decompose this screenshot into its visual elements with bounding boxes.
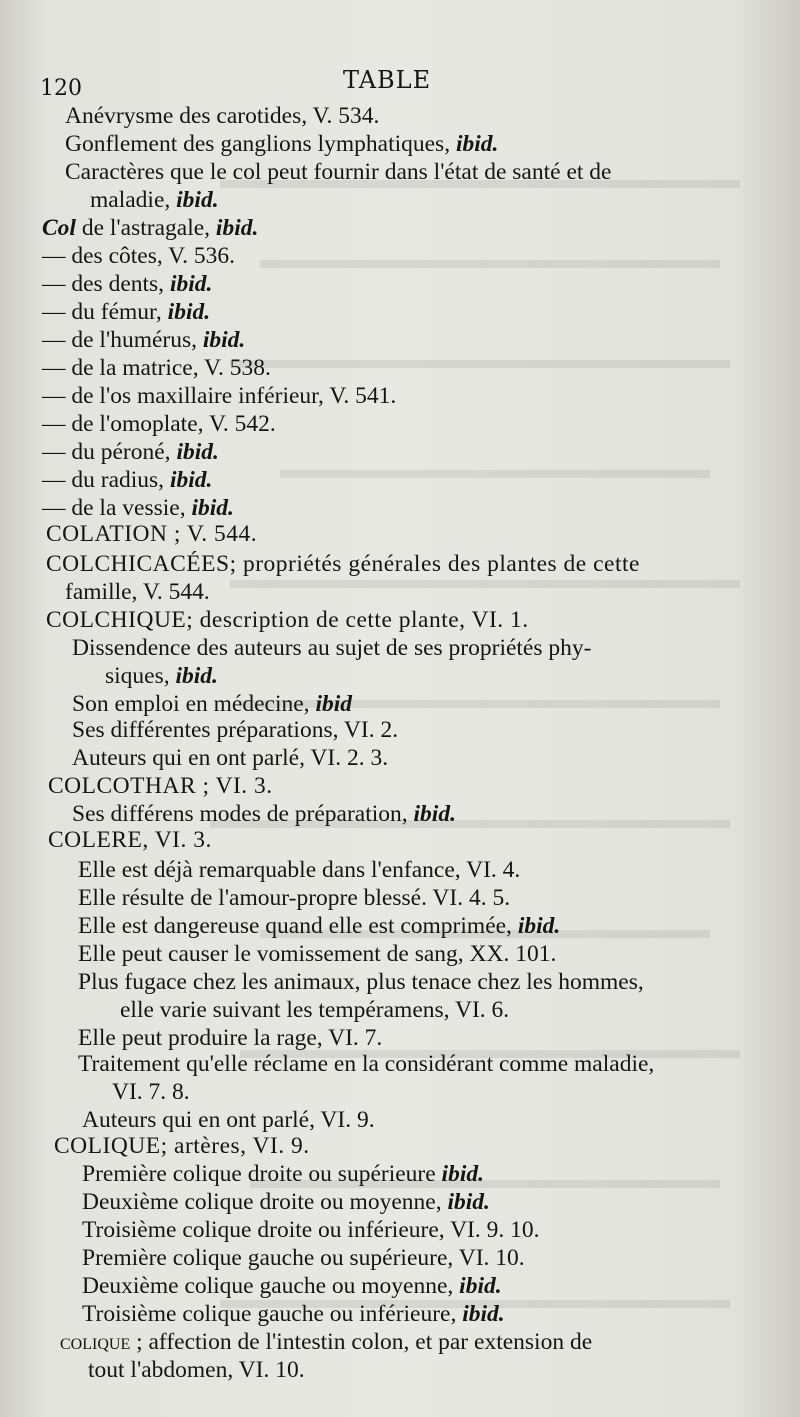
entry-text: Elle résulte de l'amour-propre blessé. VI. 4. 5. xyxy=(78,885,511,911)
index-entry-line xyxy=(82,1188,490,1216)
entry-text: Ses différentes préparations, VI. 2. xyxy=(72,717,399,743)
page-number: 120 xyxy=(40,76,82,101)
entry-text: Deuxième colique droite ou moyenne, xyxy=(82,1189,448,1215)
entry-text: — des dents, xyxy=(42,271,170,297)
index-entry-line xyxy=(65,102,379,130)
entry-text: — de la matrice, V. 538. xyxy=(42,355,271,381)
entry-reference-italic: ibid. xyxy=(202,327,246,353)
entry-reference-italic: ibid xyxy=(315,691,352,717)
entry-reference-italic: ibid. xyxy=(441,1161,484,1187)
index-entry-line xyxy=(65,578,210,606)
index-entry-line xyxy=(78,884,510,912)
entry-text: maladie, xyxy=(90,187,177,213)
entry-text: COLCHIQUE; description de cette plante, VI. 1. xyxy=(46,607,529,633)
entry-text: Dissendence des auteurs au sujet de ses propriétés phy- xyxy=(72,635,592,661)
index-entry-line xyxy=(78,940,556,968)
entry-text: COLERE, VI. 3. xyxy=(48,827,212,853)
entry-text: Son emploi en médecine, xyxy=(72,691,316,717)
entry-text: Elle peut produire la rage, VI. 7. xyxy=(78,1025,383,1051)
index-entry-line xyxy=(46,550,640,578)
entry-text: Anévrysme des carotides, V. 534. xyxy=(65,103,380,129)
entry-text: COLCOTHAR ; VI. 3. xyxy=(48,773,273,799)
entry-text: COLATION ; V. 544. xyxy=(46,521,258,547)
index-entry-line xyxy=(72,800,456,828)
entry-text: — de l'omoplate, V. 542. xyxy=(42,411,276,437)
index-entry-line xyxy=(42,242,235,270)
entry-reference-italic: ibid. xyxy=(167,299,211,325)
entry-lead-smallcaps: colique xyxy=(60,1329,131,1355)
entry-reference-italic: ibid. xyxy=(176,187,219,213)
index-entry-line xyxy=(42,382,396,410)
entry-text: Caractères que le col peut fournir dans l'état de santé et de xyxy=(65,159,612,185)
entry-text: Elle peut causer le vomissement de sang, XX. 101. xyxy=(78,941,557,967)
index-entry-line xyxy=(42,214,258,242)
entry-text: Plus fugace chez les animaux, plus tenace chez les hommes, xyxy=(78,969,644,995)
entry-text: — des côtes, V. 536. xyxy=(42,243,236,269)
entry-text: Traitement qu'elle réclame en la considérant comme maladie, xyxy=(78,1051,655,1077)
index-entry-line xyxy=(105,662,218,690)
entry-reference-italic: ibid. xyxy=(175,663,218,689)
index-entry-line xyxy=(78,968,644,996)
entry-text: Elle est déjà remarquable dans l'enfance, VI. 4. xyxy=(78,857,521,883)
entry-text: — de l'os maxillaire inférieur, V. 541. xyxy=(42,383,397,409)
index-entry-line xyxy=(90,186,219,214)
entry-reference-italic: ibid. xyxy=(517,913,561,939)
entry-text: elle varie suivant les tempéramens, VI. 6. xyxy=(120,997,510,1023)
index-entry-line xyxy=(112,1078,190,1106)
entry-text: COLCHICACÉES; propriétés générales des plantes de cette xyxy=(46,551,640,577)
index-entry-line xyxy=(78,912,560,940)
entry-text: Première colique droite ou supérieure xyxy=(82,1161,442,1187)
index-entry-line xyxy=(72,690,352,718)
index-entry-line xyxy=(46,520,257,548)
entry-reference-italic: ibid. xyxy=(462,1301,505,1327)
index-entry-line xyxy=(42,438,219,466)
entry-text: ; affection de l'intestin colon, et par extension de xyxy=(130,1329,593,1355)
entry-lead-italic: Col xyxy=(42,215,76,241)
entry-reference-italic: ibid. xyxy=(459,1273,502,1299)
entry-text: — du péroné, xyxy=(42,439,177,465)
index-entry-line xyxy=(82,1272,502,1300)
entry-text: VI. 7. 8. xyxy=(112,1079,190,1105)
index-entry-line xyxy=(78,856,520,884)
entry-reference-italic: ibid. xyxy=(215,215,259,241)
index-entry-line xyxy=(42,326,245,354)
entry-text: Ses différens modes de préparation, xyxy=(72,801,414,827)
entry-reference-italic: ibid. xyxy=(455,131,499,157)
entry-text: Première colique gauche ou supérieure, VI. 10. xyxy=(82,1245,525,1271)
index-entry-line xyxy=(42,298,210,326)
entry-reference-italic: ibid. xyxy=(176,439,219,465)
entry-text: — du fémur, xyxy=(42,299,168,325)
index-entry-line xyxy=(48,826,212,854)
index-entry-line xyxy=(42,494,234,522)
entry-text: Gonflement des ganglions lymphatiques, xyxy=(65,131,456,157)
index-entry-line xyxy=(78,1050,654,1078)
entry-reference-italic: ibid. xyxy=(413,801,456,827)
index-entry-line xyxy=(82,1160,484,1188)
index-entry-line xyxy=(82,1216,540,1244)
index-entry-line xyxy=(72,716,398,744)
entry-text: Elle est dangereuse quand elle est comprimée, xyxy=(78,913,518,939)
entry-text: de l'astragale, xyxy=(75,215,216,241)
index-entry-line xyxy=(60,1328,592,1356)
index-entry-line xyxy=(65,158,611,186)
index-entry-line xyxy=(82,1106,375,1134)
entry-text: — de la vessie, xyxy=(42,495,192,521)
entry-text: — du radius, xyxy=(42,467,170,493)
index-entry-line xyxy=(42,354,271,382)
index-entry-line xyxy=(46,606,529,634)
index-entry-line xyxy=(48,772,273,800)
entry-text: — de l'humérus, xyxy=(42,327,203,353)
index-entry-line xyxy=(42,466,212,494)
page-header xyxy=(0,62,800,102)
entry-text: Troisième colique gauche ou inférieure, xyxy=(82,1301,463,1327)
index-entry-line xyxy=(72,634,591,662)
entry-text: famille, V. 544. xyxy=(65,579,210,605)
entry-text: Troisième colique droite ou inférieure, VI. 9. 10. xyxy=(82,1217,540,1243)
entry-reference-italic: ibid. xyxy=(169,467,213,493)
index-entry-line xyxy=(82,1244,525,1272)
index-entry-line xyxy=(82,1300,505,1328)
entry-text: tout l'abdomen, VI. 10. xyxy=(88,1357,305,1383)
index-entry-line xyxy=(78,1024,382,1052)
entry-text: Deuxième colique gauche ou moyenne, xyxy=(82,1273,460,1299)
running-title: TABLE xyxy=(343,66,432,94)
entry-text: Auteurs qui en ont parlé, VI. 9. xyxy=(82,1107,375,1133)
index-entry-line xyxy=(54,1132,310,1160)
index-entry-line xyxy=(42,270,212,298)
entry-text: siques, xyxy=(105,663,176,689)
index-entry-line xyxy=(72,744,388,772)
entry-text: Auteurs qui en ont parlé, VI. 2. 3. xyxy=(72,745,389,771)
entry-reference-italic: ibid. xyxy=(191,495,234,521)
entry-reference-italic: ibid. xyxy=(169,271,213,297)
index-entry-line xyxy=(65,130,498,158)
index-entry-line xyxy=(120,996,509,1024)
index-entry-line xyxy=(42,410,276,438)
index-entry-line xyxy=(88,1356,305,1384)
entry-text: COLIQUE; artères, VI. 9. xyxy=(54,1133,310,1159)
entry-reference-italic: ibid. xyxy=(447,1189,490,1215)
